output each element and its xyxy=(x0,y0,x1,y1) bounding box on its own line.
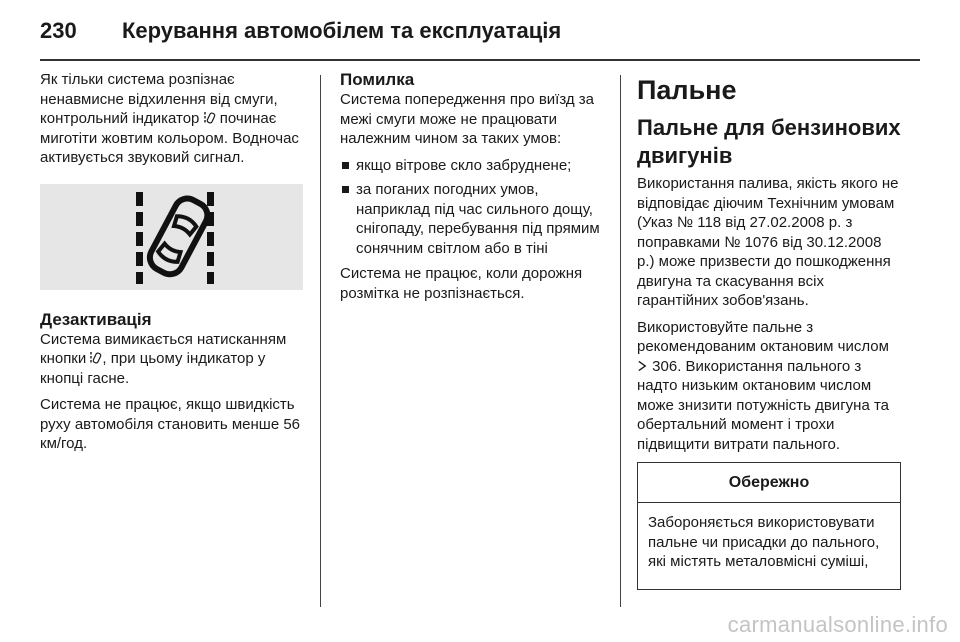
watermark: carmanualsonline.info xyxy=(727,612,948,637)
page-number: 230 xyxy=(40,18,77,43)
paragraph: Використовуйте пальне з рекомендованим октановим числом 306. Використання пального з надто низьким октановим числом може знизити потужність двигуна та обертальний момент і трохи підвищити витрати пального. xyxy=(637,318,889,453)
header-rule xyxy=(40,59,920,61)
paragraph: Система не працює, коли дорожня розмітка не розпізнається. xyxy=(340,265,583,302)
section-heading: Пальне для бензинових двигунів xyxy=(637,115,901,168)
caution-title: Обережно xyxy=(638,463,900,503)
page-reference-link[interactable]: 306 xyxy=(652,357,678,375)
paragraph: Система попередження про виїзд за межі смуги може не працювати належним чином за таких умов: xyxy=(340,91,595,147)
section-heading: Дезактивація xyxy=(40,309,152,329)
page-title: Керування автомобілем та експлуатація xyxy=(122,18,562,43)
chapter-heading: Пальне xyxy=(637,75,737,105)
lane-departure-icon xyxy=(90,351,102,365)
caution-box xyxy=(637,462,901,590)
column-divider xyxy=(320,75,321,607)
paragraph: Система вимикається натисканням кнопки , при цьому індикатор у кнопці гасне. xyxy=(40,330,287,387)
list-item: якщо вітрове скло забруднене; xyxy=(340,156,605,176)
page-reference-arrow-icon xyxy=(637,359,648,373)
column-right xyxy=(637,70,902,590)
caution-text: Забороняється використовувати пальне чи присадки до пального, які містять металовмісні суміші, xyxy=(648,514,880,570)
lane-departure-illustration xyxy=(40,184,303,290)
column-middle xyxy=(340,70,605,310)
lane-departure-icon xyxy=(40,184,303,290)
paragraph: Система не працює, якщо швидкість руху автомобіля становить менше 56 км/год. xyxy=(40,396,301,452)
page-header xyxy=(40,18,920,50)
paragraph: Як тільки система розпізнає ненавмисне відхилення від смуги, контрольний індикатор починає миготіти жовтим кольором. Водночас активується звуковий сигнал. xyxy=(40,71,299,166)
list-item: за поганих погодних умов, наприклад під час сильного дощу, снігопаду, перебування під прямим сонячним світлом або в тіні xyxy=(340,180,605,258)
column-left xyxy=(40,70,305,461)
section-heading: Помилка xyxy=(340,70,415,89)
lane-departure-icon xyxy=(204,111,216,125)
paragraph: Використання палива, якість якого не відповідає діючим Технічним умовам (Указ № 118 від 27.02.2008 р. з поправками № 1076 від 30.12.2008 р.) може призвести до пошкодження двигуна та скасування всіх гарантійних зобов'язань. xyxy=(637,175,899,309)
bullet-list xyxy=(340,156,605,259)
column-divider xyxy=(620,75,621,607)
